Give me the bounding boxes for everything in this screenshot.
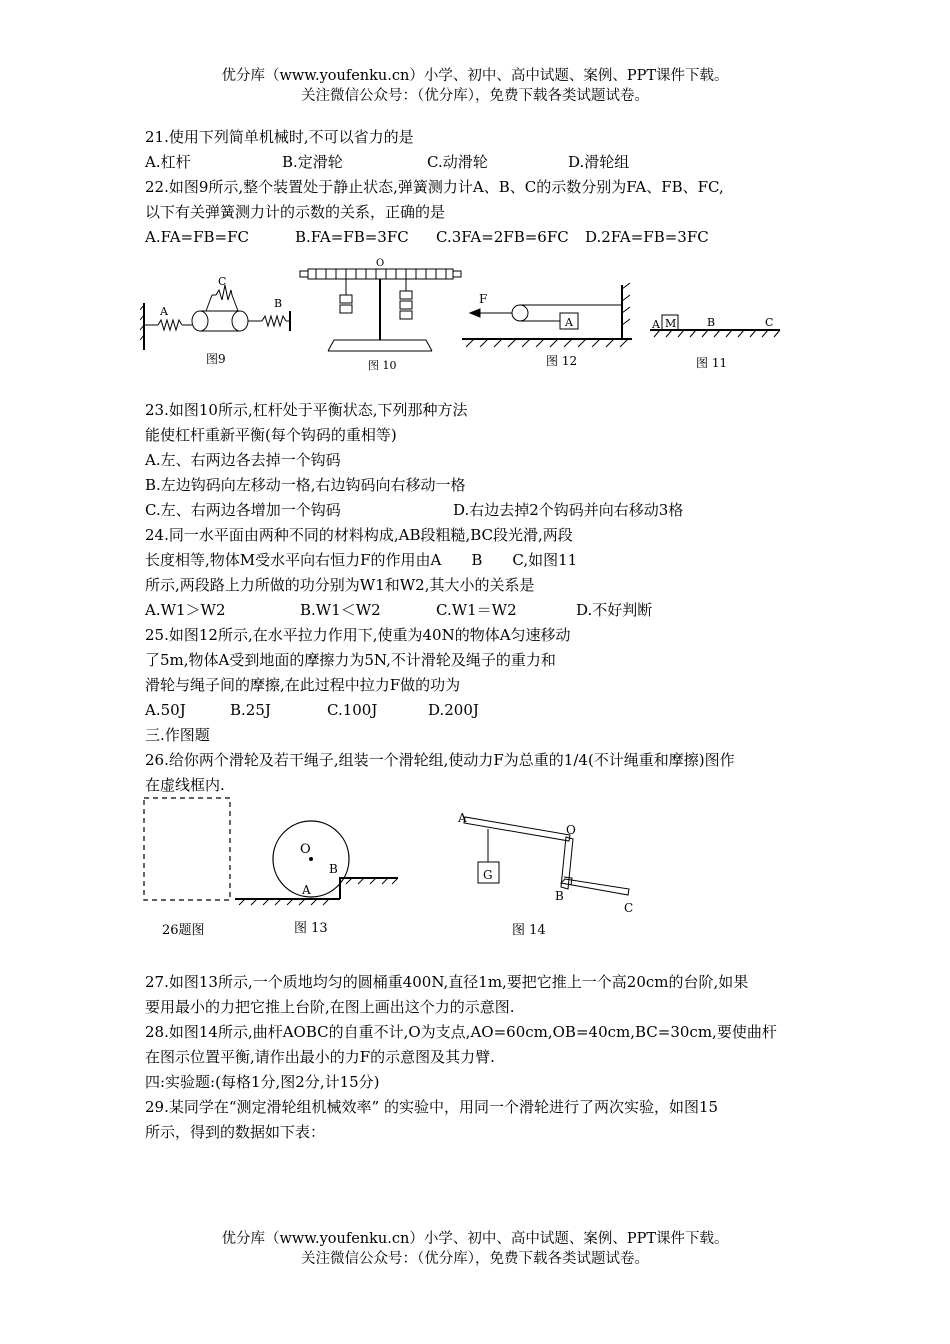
figure-12 xyxy=(462,283,632,347)
q25-option-c: C.100J xyxy=(327,701,378,719)
q29-stem-1: 29.某同学在“测定滑轮组机械效率” 的实验中，用同一个滑轮进行了两次实验，如图15 xyxy=(145,1098,719,1116)
q25-stem-3: 滑轮与绳子间的摩擦,在此过程中拉力F做的功为 xyxy=(145,676,461,694)
fig14-label-b: B xyxy=(555,889,564,903)
q26-stem-1: 26.给你两个滑轮及若干绳子,组装一个滑轮组,使动力F为总重的1/4(不计绳重和摩擦)图作 xyxy=(145,751,735,769)
q25-stem-2: 了5m,物体A受到地面的摩擦力为5N,不计滑轮及绳子的重力和 xyxy=(145,651,556,669)
q27-stem-1: 27.如图13所示,一个质地均匀的圆桶重400N,直径1m,要把它推上一个高20cm的台阶,如果 xyxy=(145,973,749,991)
q22-option-b: B.FA=FB=3FC xyxy=(295,228,409,246)
q23-stem-2: 能使杠杆重新平衡(每个钩码的重相等) xyxy=(145,426,397,444)
fig14-caption: 图 14 xyxy=(512,923,546,938)
fig10-label-o: O xyxy=(376,258,385,269)
fig11-caption: 图 11 xyxy=(696,356,728,370)
q27-stem-2: 要用最小的力把它推上台阶,在图上画出这个力的示意图. xyxy=(145,998,515,1016)
q24-stem-3: 所示,两段路上力所做的功分别为W1和W2,其大小的关系是 xyxy=(145,576,535,594)
fig12-caption: 图 12 xyxy=(546,354,578,368)
q25-option-b: B.25J xyxy=(230,701,271,719)
q24-stem-1: 24.同一水平面由两种不同的材料构成,AB段粗糙,BC段光滑,两段 xyxy=(145,526,573,544)
fig11-label-a: A xyxy=(652,318,660,331)
q25-option-a: A.50J xyxy=(145,701,186,719)
q22-option-c: C.3FA=2FB=6FC xyxy=(436,228,569,246)
q22-option-a: A.FA=FB=FC xyxy=(145,228,249,246)
q25-option-d: D.200J xyxy=(428,701,479,719)
q26-stem-2: 在虚线框内. xyxy=(145,776,225,794)
q21-option-c: C.动滑轮 xyxy=(427,153,488,171)
figures-row-2 xyxy=(140,795,660,945)
fig14-label-c: C xyxy=(624,901,634,915)
q23-option-d: D.右边去掉2个钩码并向右移动3格 xyxy=(453,501,684,519)
q23-stem-1: 23.如图10所示,杠杆处于平衡状态,下列那种方法 xyxy=(145,401,468,419)
figure-14 xyxy=(464,817,629,895)
fig14-label-o: O xyxy=(566,823,576,837)
fig26-caption: 26题图 xyxy=(162,923,205,938)
fig13-label-b: B xyxy=(329,862,338,876)
footer-line-2: 关注微信公众号：（优分库），免费下载各类试题试卷。 xyxy=(301,1251,649,1267)
q21-option-a: A.杠杆 xyxy=(145,153,191,171)
fig14-label-g: G xyxy=(483,868,493,882)
fig10-caption: 图 10 xyxy=(368,359,397,372)
q24-option-a: A.W1＞W2 xyxy=(145,601,226,619)
fig12-label-a: A xyxy=(565,316,573,329)
fig9-label-a: A xyxy=(160,305,168,318)
fig13-caption: 图 13 xyxy=(294,921,328,936)
figure-10 xyxy=(300,269,461,351)
q24-stem-2: 长度相等,物体M受水平向右恒力F的作用由A B C,如图11 xyxy=(145,551,578,569)
fig12-label-f: F xyxy=(479,292,488,306)
figure-13 xyxy=(235,821,398,905)
q24-option-c: C.W1＝W2 xyxy=(436,601,517,619)
q23-option-b: B.左边钩码向左移动一格,右边钩码向右移动一格 xyxy=(145,476,466,494)
q21-option-b: B.定滑轮 xyxy=(282,153,343,171)
fig11-label-c: C xyxy=(765,316,774,329)
q28-stem-1: 28.如图14所示,曲杆AOBC的自重不计,O为支点,AO=60cm,OB=40cm,BC=30cm,要使曲杆 xyxy=(145,1023,777,1041)
fig13-label-a: A xyxy=(302,883,311,897)
section-3-title: 三.作图题 xyxy=(145,726,210,744)
q21-stem: 21.使用下列简单机械时,不可以省力的是 xyxy=(145,128,414,146)
q25-stem-1: 25.如图12所示,在水平拉力作用下,使重为40N的物体A匀速移动 xyxy=(145,626,571,644)
fig11-label-m: M xyxy=(665,317,677,330)
fig26-dashed-box xyxy=(144,798,230,900)
fig13-label-o: O xyxy=(300,842,311,857)
fig9-label-c: C xyxy=(218,275,227,288)
figures-row-1 xyxy=(140,255,800,380)
q22-stem-1: 22.如图9所示,整个装置处于静止状态,弹簧测力计A、B、C的示数分别为FA、FB、FC, xyxy=(145,178,724,196)
fig9-caption: 图9 xyxy=(206,352,226,366)
footer-line-1: 优分库（www.youfenku.cn）小学、初中、高中试题、案例、PPT课件下载。 xyxy=(221,1231,729,1247)
fig11-label-b: B xyxy=(707,316,716,329)
fig9-label-b: B xyxy=(274,297,283,310)
q22-stem-2: 以下有关弹簧测力计的示数的关系，正确的是 xyxy=(145,203,446,221)
q29-stem-2: 所示，得到的数据如下表： xyxy=(145,1123,326,1141)
q21-option-d: D.滑轮组 xyxy=(568,153,630,171)
header-line-2: 关注微信公众号：（优分库），免费下载各类试题试卷。 xyxy=(301,88,649,104)
q24-option-d: D.不好判断 xyxy=(576,601,653,619)
q24-option-b: B.W1＜W2 xyxy=(300,601,381,619)
header-line-1: 优分库（www.youfenku.cn）小学、初中、高中试题、案例、PPT课件下载。 xyxy=(221,68,729,84)
q23-option-a: A.左、右两边各去掉一个钩码 xyxy=(145,451,341,469)
section-4-title: 四:实验题:(每格1分,图2分,计15分) xyxy=(145,1073,380,1091)
fig14-label-a: A xyxy=(458,811,467,825)
q28-stem-2: 在图示位置平衡,请作出最小的力F的示意图及其力臂. xyxy=(145,1048,495,1066)
q23-option-c: C.左、右两边各增加一个钩码 xyxy=(145,501,341,519)
q22-option-d: D.2FA=FB=3FC xyxy=(585,228,709,246)
